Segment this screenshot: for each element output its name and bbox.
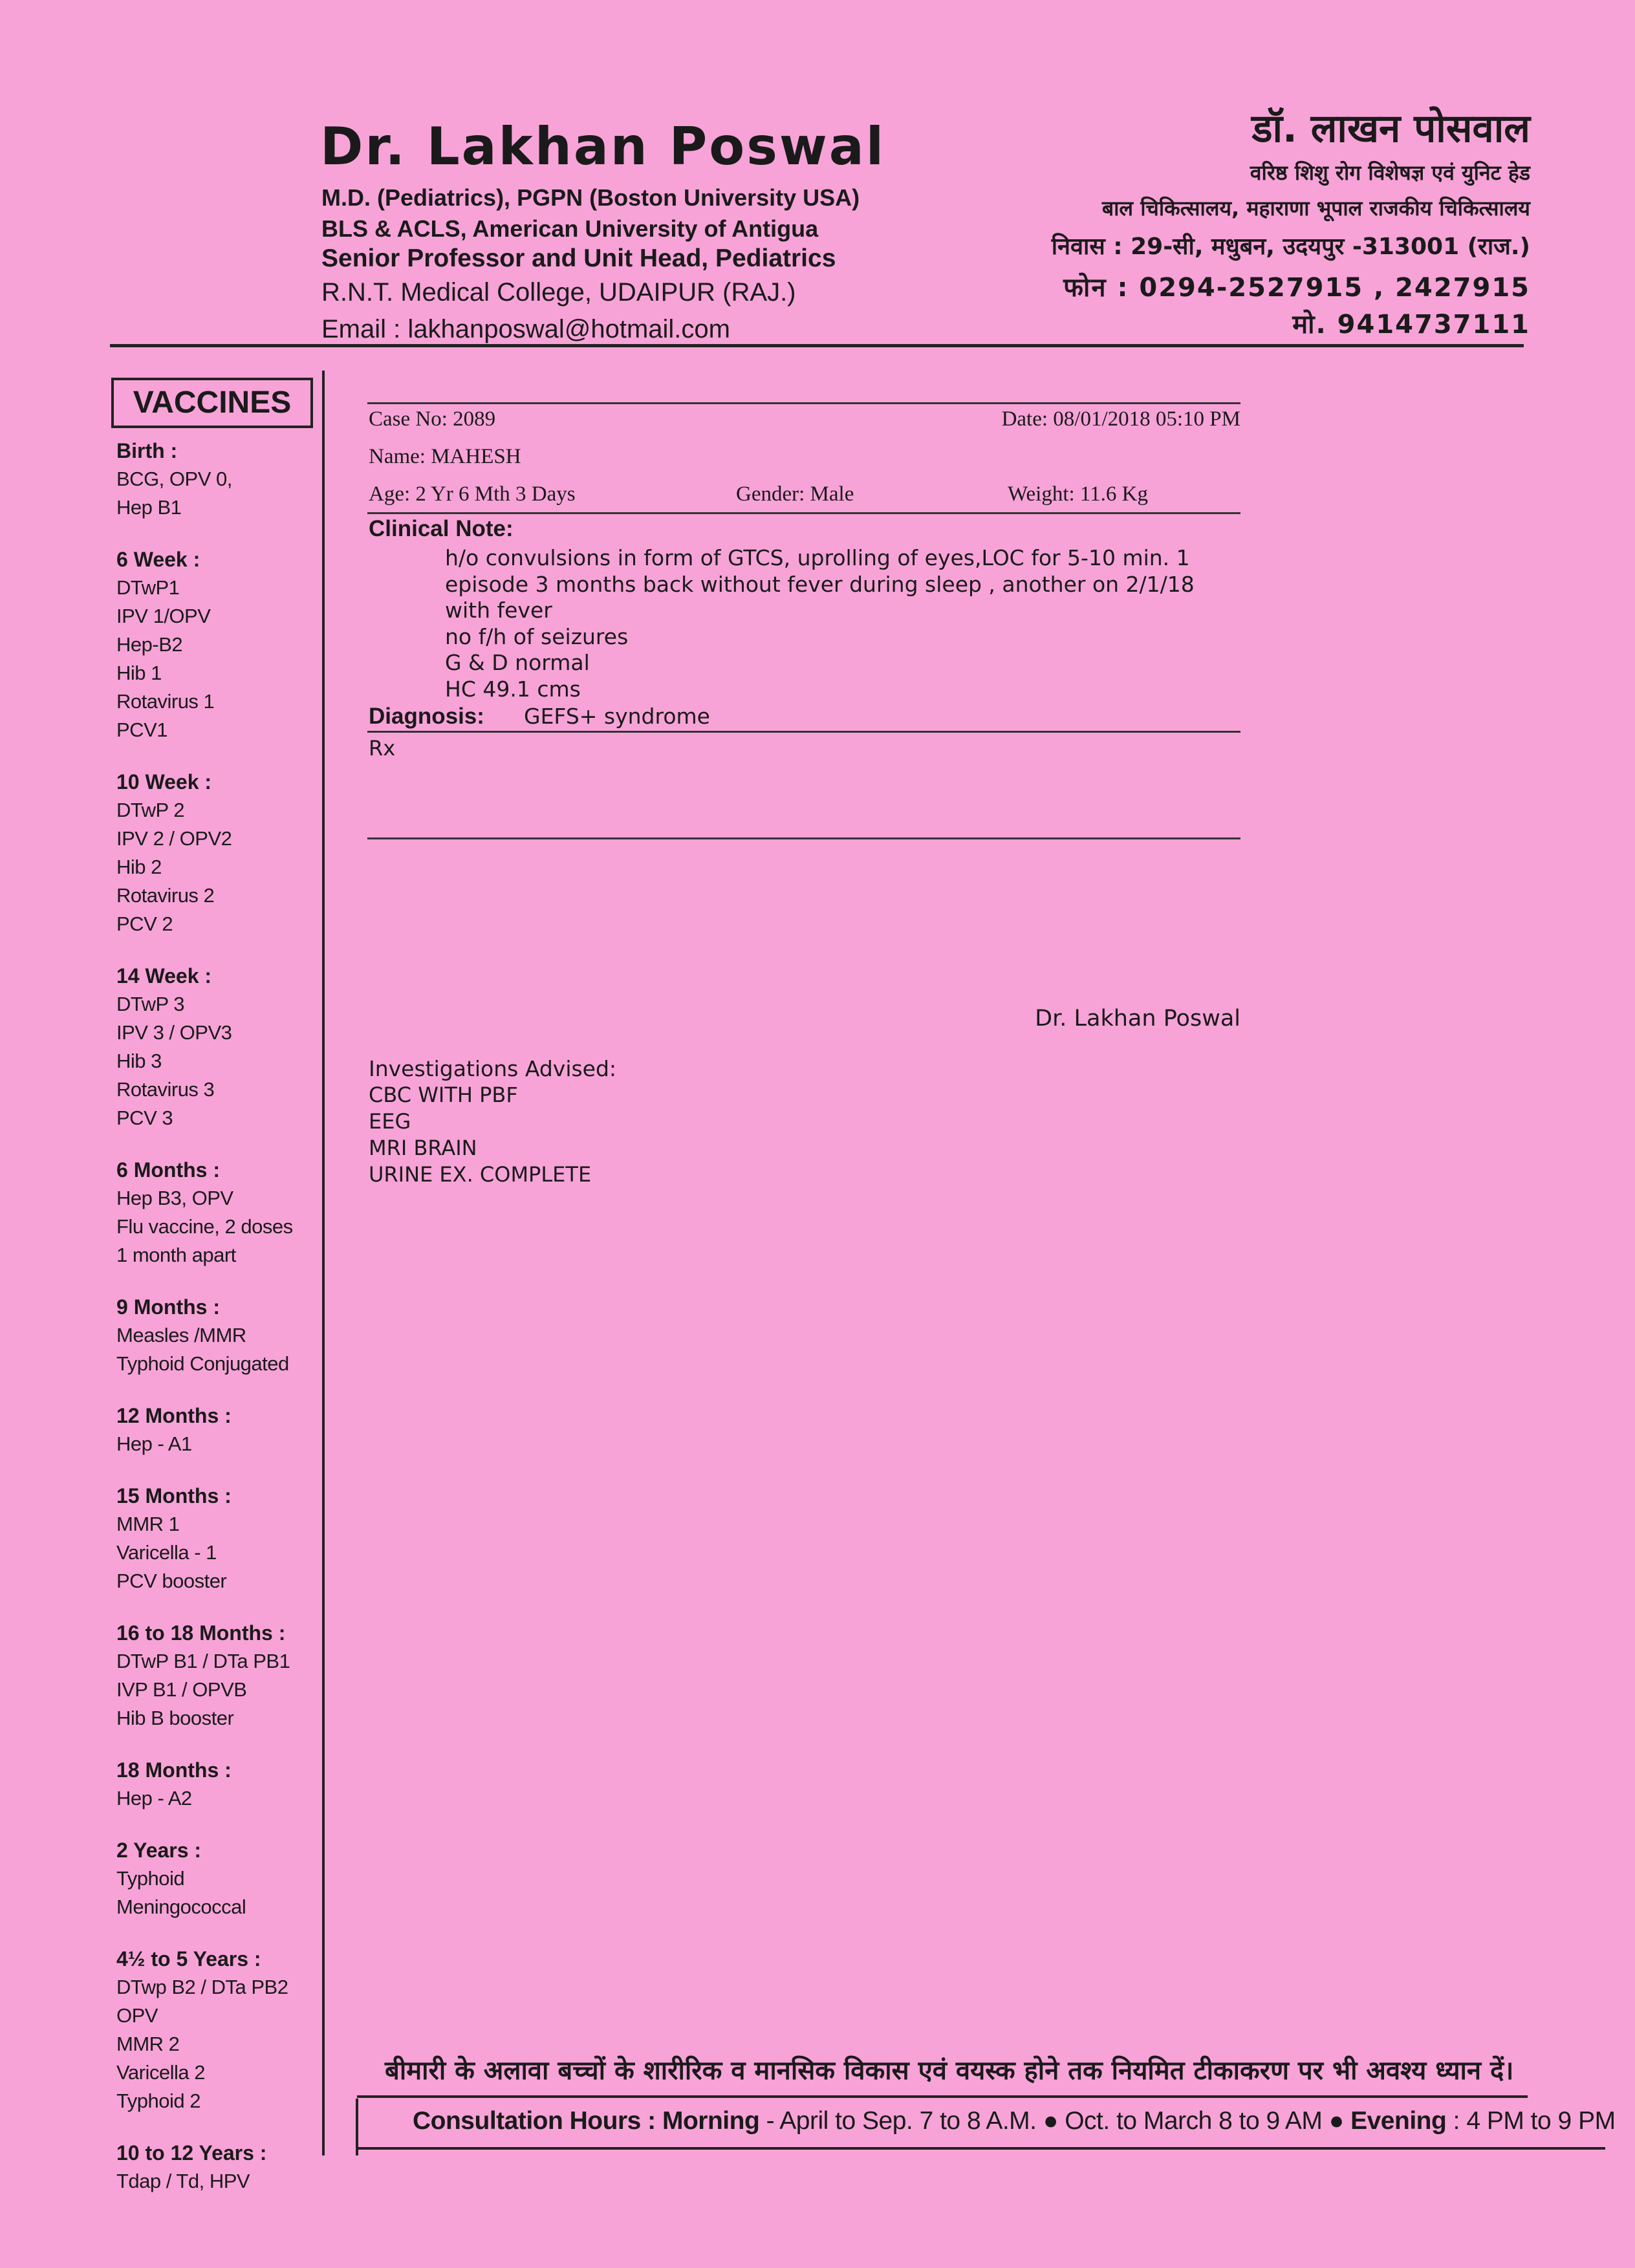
hindi-address: निवास : 29-सी, मधुबन, उदयपुर -313001 (राज.) — [1051, 233, 1530, 260]
vaccine-item: BCG, OPV 0, — [116, 468, 232, 490]
investigations-section — [369, 1055, 616, 1188]
consultation-label: Consultation Hours : — [413, 2107, 656, 2135]
hindi-hospital: बाल चिकित्सालय, महाराणा भूपाल राजकीय चिकित्सालय — [1101, 196, 1530, 221]
vaccine-item: Measles /MMR — [116, 1324, 246, 1346]
vaccine-item: Tdap / Td, HPV — [116, 2170, 250, 2192]
consultation-hours — [413, 2107, 1616, 2135]
vaccine-item: 1 month apart — [116, 1244, 236, 1266]
vaccine-item: Flu vaccine, 2 doses — [116, 1215, 293, 1238]
clinical-note-line: h/o convulsions in form of GTCS, uprolling of eyes,LOC for 5-10 min. 1 — [445, 545, 1190, 570]
evening-hours: : 4 PM to 9 PM — [1446, 2107, 1616, 2135]
qualification-line: BLS & ACLS, American University of Antigua — [321, 215, 819, 242]
case-number: Case No: 2089 — [369, 407, 496, 431]
vaccine-item: IVP B1 / OPVB — [116, 1678, 247, 1701]
diagnosis-label: Diagnosis: — [369, 704, 484, 729]
rx-bottom-rule — [367, 837, 1240, 839]
vaccine-item: Typhoid — [116, 1867, 185, 1890]
vaccine-item: Hib 1 — [116, 662, 162, 684]
patient-gender: Gender: Male — [736, 482, 854, 506]
vaccine-group-title: 2 Years : — [116, 1839, 202, 1862]
hindi-mobile: मो. 9414737111 — [1292, 310, 1530, 340]
vaccine-group-title: 16 to 18 Months : — [116, 1621, 286, 1645]
vaccine-group-title: 6 Months : — [116, 1158, 220, 1182]
qualification-line: M.D. (Pediatrics), PGPN (Boston University USA) — [321, 184, 860, 211]
patient-age: Age: 2 Yr 6 Mth 3 Days — [369, 482, 576, 506]
vaccine-group — [116, 1945, 356, 2115]
header-divider — [110, 344, 1524, 347]
vaccine-item: DTwP1 — [116, 576, 180, 599]
investigation-item: CBC WITH PBF — [369, 1083, 518, 1107]
vaccine-group-title: 10 to 12 Years : — [116, 2141, 267, 2165]
investigation-item: URINE EX. COMPLETE — [369, 1162, 592, 1187]
case-top-rule — [367, 402, 1240, 404]
vaccine-item: IPV 1/OPV — [116, 605, 211, 627]
vaccine-group-title: 18 Months : — [116, 1758, 232, 1782]
patient-name: Name: MAHESH — [369, 445, 521, 468]
vaccine-group — [116, 1619, 356, 1733]
evening-label: Evening — [1350, 2107, 1447, 2135]
vaccine-group — [116, 962, 356, 1132]
vaccine-group — [116, 2139, 356, 2196]
vaccine-schedule-list — [116, 437, 356, 2219]
vaccine-item: IPV 2 / OPV2 — [116, 827, 232, 850]
designation-line: Senior Professor and Unit Head, Pediatrics — [321, 244, 836, 272]
vaccine-item: MMR 2 — [116, 2033, 180, 2055]
vaccine-group — [116, 1401, 356, 1458]
vaccine-group-title: 15 Months : — [116, 1484, 232, 1507]
vaccine-item: Meningococcal — [116, 1895, 246, 1918]
vaccine-item: Rotavirus 3 — [116, 1078, 215, 1101]
vaccine-item: DTwP B1 / DTa PB1 — [116, 1650, 290, 1672]
doctor-name-hindi: डॉ. लाखन पोसवाल — [1251, 106, 1530, 151]
vaccine-item: DTwp B2 / DTa PB2 — [116, 1976, 288, 1998]
vaccine-item: Hep - A1 — [116, 1432, 192, 1455]
vaccine-item: Rotavirus 2 — [116, 884, 215, 907]
diagnosis-value: GEFS+ syndrome — [524, 704, 710, 729]
investigation-item: EEG — [369, 1109, 411, 1134]
clinical-note-label: Clinical Note: — [369, 516, 514, 541]
college-line: R.N.T. Medical College, UDAIPUR (RAJ.) — [321, 278, 796, 307]
clinical-note-line: HC 49.1 cms — [445, 676, 581, 702]
vaccine-item: Typhoid Conjugated — [116, 1352, 289, 1375]
rx-rule — [367, 731, 1240, 733]
case-date: Date: 08/01/2018 05:10 PM — [1001, 407, 1240, 431]
clinical-note-line: with fever — [445, 598, 552, 623]
vaccines-heading: VACCINES — [111, 378, 313, 428]
morning-hours: - April to Sep. 7 to 8 A.M. ● Oct. to March 8 to 9 AM ● — [759, 2107, 1351, 2135]
vaccine-group — [116, 1482, 356, 1595]
clinical-note-line: no f/h of seizures — [445, 623, 629, 649]
vaccine-item: Hib 2 — [116, 856, 162, 878]
investigation-item: MRI BRAIN — [369, 1136, 477, 1160]
vaccine-item: PCV1 — [116, 718, 168, 741]
vaccine-group — [116, 1836, 356, 1921]
vaccine-item: DTwP 2 — [116, 799, 184, 821]
investigations-title: Investigations Advised: — [369, 1056, 617, 1081]
vaccine-item: Hep - A2 — [116, 1787, 192, 1809]
vaccine-group — [116, 545, 356, 744]
vaccine-group — [116, 437, 356, 522]
vaccine-item: Hep B3, OPV — [116, 1187, 233, 1209]
vaccine-item: Hib 3 — [116, 1050, 162, 1072]
vaccine-item: MMR 1 — [116, 1513, 180, 1535]
clinical-note-line: G & D normal — [445, 650, 590, 675]
vaccine-item: Varicella 2 — [116, 2061, 205, 2084]
hindi-phone: फोन : 0294-2527915 , 2427915 — [1063, 273, 1530, 303]
clinical-note-line: episode 3 months back without fever during sleep , another on 2/1/18 — [445, 571, 1195, 597]
email-line: Email : lakhanposwal@hotmail.com — [321, 315, 730, 343]
vaccine-group-title: 4½ to 5 Years : — [116, 1947, 261, 1971]
morning-label: Morning — [662, 2107, 760, 2135]
doctor-name-english: Dr. Lakhan Poswal — [320, 116, 886, 177]
vaccine-group — [116, 768, 356, 938]
vaccine-group-title: 14 Week : — [116, 964, 212, 988]
vaccine-item: DTwP 3 — [116, 993, 184, 1015]
vaccine-group — [116, 1293, 356, 1378]
vaccine-group — [116, 1756, 356, 1813]
footer-bottom-rule — [357, 2147, 1605, 2150]
patient-weight: Weight: 11.6 Kg — [1008, 482, 1149, 506]
vaccine-group-title: 10 Week : — [116, 770, 212, 794]
vaccine-item: Rotavirus 1 — [116, 690, 215, 713]
footer-rule — [357, 2095, 1528, 2098]
footer-hindi-note: बीमारी के अलावा बच्चों के शारीरिक व मानसिक विकास एवं वयस्क होने तक नियमित टीकाकरण पर भी अवश्य ध्यान दें। — [385, 2056, 1514, 2086]
vaccine-item: Hib B booster — [116, 1707, 234, 1729]
vaccine-item: PCV 3 — [116, 1107, 173, 1129]
vaccine-item: IPV 3 / OPV3 — [116, 1021, 232, 1044]
vaccine-item: PCV booster — [116, 1570, 227, 1592]
vaccine-item: Typhoid 2 — [116, 2090, 200, 2112]
vaccine-item: PCV 2 — [116, 913, 173, 935]
vaccine-item: Hep-B2 — [116, 633, 183, 656]
clinical-note-text — [445, 545, 1195, 702]
vaccine-item: Hep B1 — [116, 496, 182, 519]
vaccine-group — [116, 1156, 356, 1269]
rx-label: Rx — [369, 736, 396, 761]
hindi-designation: वरिष्ठ शिशु रोग विशेषज्ञ एवं युनिट हेड — [1250, 160, 1530, 185]
signature-name: Dr. Lakhan Poswal — [1035, 1006, 1240, 1031]
vaccine-item: Varicella - 1 — [116, 1541, 217, 1564]
vaccine-group-title: 6 Week : — [116, 548, 200, 571]
vaccine-group-title: 12 Months : — [116, 1404, 232, 1427]
vaccine-item: OPV — [116, 2004, 158, 2027]
vaccine-group-title: Birth : — [116, 439, 178, 462]
vaccine-group-title: 9 Months : — [116, 1295, 220, 1319]
case-middle-rule — [367, 512, 1240, 514]
